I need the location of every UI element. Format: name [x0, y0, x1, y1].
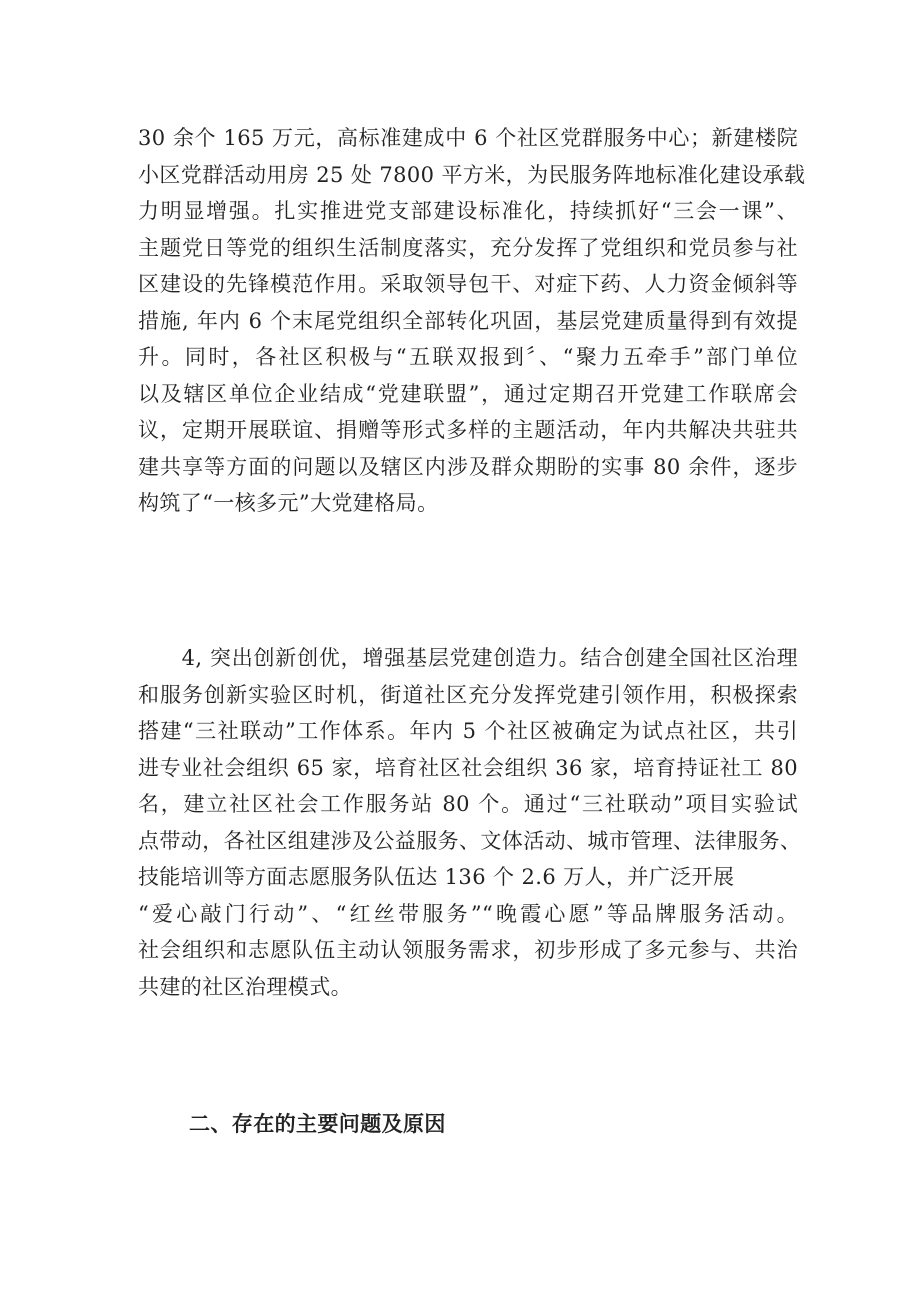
- paragraph-party-building-standardization: [138, 120, 806, 522]
- text-line: 以及辖区单位企业结成“党建联盟”，通过定期召开党建工作联席会: [138, 381, 798, 406]
- text-line: “爱心敲门行动”、“红丝带服务”“晚霞心愿”等品牌服务活动。: [138, 901, 798, 926]
- text-line: 议，定期开展联谊、捐赠等形式多样的主题活动，年内共解决共驻共: [138, 418, 798, 442]
- text-line: 搭建“三社联动”工作体系。年内 5 个社区被确定为试点社区，共引: [138, 719, 798, 743]
- text-line: 社会组织和志愿队伍主动认领服务需求，初步形成了多元参与、共治: [138, 938, 798, 962]
- text-line: 名，建立社区社会工作服务站 80 个。通过“三社联动”项目实验试: [138, 792, 798, 816]
- text-line: 30 余个 165 万元，高标准建成中 6 个社区党群服务中心；新建楼院: [138, 126, 798, 150]
- text-line: 建共享等方面的问题以及辖区内涉及群众期盼的实事 80 余件，逐步: [138, 454, 798, 479]
- text-line: 升。同时，各社区积极与“五联双报到〞、“聚力五牵手”部门单位: [138, 345, 798, 369]
- text-line: 和服务创新实验区时机，街道社区充分发挥党建引领作用，积极探索: [138, 682, 798, 707]
- paragraph-innovation-item-4: [138, 640, 802, 1005]
- text-line: 主题党日等党的组织生活制度落实，充分发挥了党组织和党员参与社: [138, 235, 798, 260]
- section-heading: 二、存在的主要问题及原因: [189, 1111, 446, 1136]
- text-line: 小区党群活动用房 25 处 7800 平方米，为民服务阵地标准化建设承载: [138, 162, 806, 187]
- text-line: 构筑了“一核多元”大党建格局。: [138, 491, 439, 515]
- text-line: 区建设的先锋模范作用。采取领导包干、对症下药、人力资金倾斜等: [138, 272, 798, 296]
- text-line: 点带动，各社区组建涉及公益服务、文体活动、城市管理、法律服务、: [138, 828, 802, 853]
- text-line: 共建的社区治理模式。: [138, 974, 352, 999]
- text-line: 4, 突出创新创优，增强基层党建创造力。结合创建全国社区治理: [138, 646, 798, 670]
- text-line: 进专业社会组织 65 家，培育社区社会组织 36 家，培育持证社工 80: [138, 755, 798, 780]
- text-line: 措施, 年内 6 个末尾党组织全部转化巩固，基层党建质量得到有效提: [138, 308, 798, 333]
- text-line: 技能培训等方面志愿服务队伍达 136 个 2.6 万人，并广泛开展: [138, 865, 735, 889]
- text-line: 力明显增强。扎实推进党支部建设标准化，持续抓好“三会一课”、: [138, 199, 798, 223]
